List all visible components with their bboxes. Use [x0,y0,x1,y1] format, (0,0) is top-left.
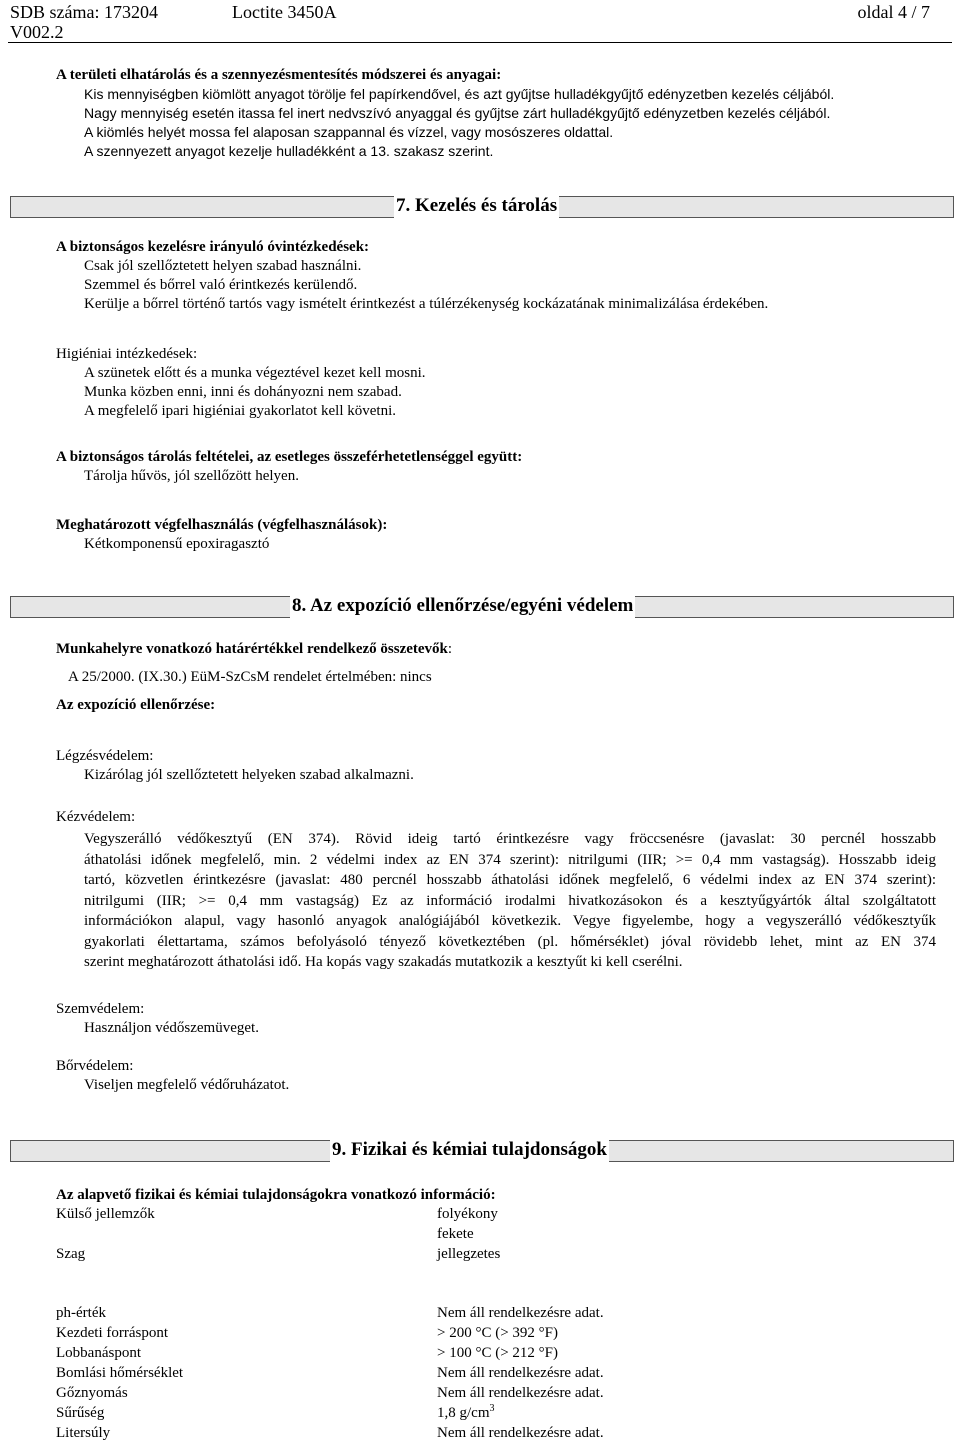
property-label: Gőznyomás [56,1385,128,1401]
section-8-bar [10,596,954,618]
appearance-row [56,1225,936,1245]
hand-heading: Kézvédelem: [56,809,136,825]
spill-line: Nagy mennyiség esetén itassa fel inert nedvszívó anyaggal és gyűjtse zárt hulladékgyűjtő edényzetben kezelés céljából. [84,105,831,121]
hygiene-section [56,345,936,421]
storage-heading: A biztonságos tárolás feltételei, az esetleges összeférhetetlenséggel együtt: [56,449,523,465]
section-7-bar [10,196,954,218]
property-row [56,1304,936,1324]
hand-line: Vegyszerálló védőkesztyű (EN 374). Rövid ideig tartó érintkezésre vagy fröccsenésre (javaslat: 30 percnél hosszabb [84,831,936,847]
property-row [56,1324,936,1344]
page-number: oldal 4 / 7 [857,2,930,22]
odor-row [56,1245,936,1265]
limits-heading-colon: : [447,641,453,657]
page-header [8,0,952,44]
hand-line: nitrilgumi (IIR; >= 0,4 mm vastagság) Ez az információ irodalmi hivatkozásokon és a kesztyűgyártók által szolgáltatott [84,892,936,909]
spill-cleanup-section [56,66,936,161]
property-value: Nem áll rendelkezésre adat. [437,1385,604,1401]
eye-heading: Szemvédelem: [56,1001,145,1017]
storage-line: Tárolja hűvös, jól szellőzött helyen. [84,468,299,484]
safe-handling-heading: A biztonságos kezelésre irányuló óvintézkedések: [56,239,370,255]
hand-line: áthatolási időnek megfelelő, min. 2 védelmi index az EN 374 szerint): nitrilgumi (IIR; >= 0,4 mm vastagság). Hosszabb ideig [84,851,936,868]
appearance-label: Külső jellemzők [56,1206,155,1222]
sds-number: SDB száma: 173204 [10,2,158,22]
product-name: Loctite 3450A [232,2,337,22]
hand-line: szerint meghatározott áthatolási idő. Ha kopás vagy szakadás mutatkozik a kesztyűt ki kell cserélni. [84,954,683,970]
end-use-line: Kétkomponensű epoxiragasztó [84,536,270,552]
version: V002.2 [10,22,64,42]
safe-handling-section [56,238,936,314]
hygiene-line: A megfelelő ipari higiéniai gyakorlatot kell követni. [84,403,396,419]
section-7-title: 7. Kezelés és tárolás [396,195,558,216]
hygiene-line: A szünetek előtt és a munka végeztével kezet kell mosni. [84,365,426,381]
limits-line: A 25/2000. (IX.30.) EüM-SzCsM rendelet értelmében: nincs [68,669,432,685]
property-label: Bomlási hőmérséklet [56,1365,184,1381]
property-label: Kezdeti forráspont [56,1325,169,1341]
appearance-color-value: fekete [437,1226,474,1242]
basic-properties-heading: Az alapvető fizikai és kémiai tulajdonságokra vonatkozó információ: [56,1187,496,1203]
hygiene-heading: Higiéniai intézkedések: [56,346,198,362]
exposure-limits-section [56,640,936,715]
property-label: Lobbanáspont [56,1345,141,1361]
properties-table [56,1304,936,1444]
header-divider [8,42,952,43]
property-row [56,1424,936,1444]
appearance-table [56,1205,936,1265]
hygiene-line: Munka közben enni, inni és dohányozni nem szabad. [84,384,402,400]
spill-line: Kis mennyiségben kiömlött anyagot törölje fel papírkendővel, és azt gyűjtse hulladékgyűjtő edényzetben kezelés céljából. [84,86,835,102]
property-row [56,1404,936,1424]
safe-handling-line: Kerülje a bőrrel történő tartós vagy ismételt érintkezést a túlérzékenység kockázatának minimalizálása érdekében. [84,296,769,312]
density-value [437,1404,495,1423]
safe-handling-line: Szemmel és bőrrel való érintkezés kerülendő. [84,277,358,293]
spill-line: A szennyezett anyagot kezelje hulladékként a 13. szakasz szerint. [84,143,494,159]
property-row [56,1364,936,1384]
property-label: ph-érték [56,1305,106,1321]
property-row [56,1384,936,1404]
section-9-bar [10,1140,954,1162]
end-use-heading: Meghatározott végfelhasználás (végfelhasználások): [56,517,388,533]
skin-line: Viseljen megfelelő védőruházatot. [84,1077,290,1093]
end-use-section [56,516,936,554]
property-label: Sűrűség [56,1405,105,1421]
property-label: Litersúly [56,1425,111,1441]
density-exponent: 3 [489,1403,495,1414]
basic-properties-heading-block [56,1186,936,1205]
eye-protection-section [56,1000,936,1038]
hand-protection-section [56,808,936,973]
storage-section [56,448,936,486]
section-9-title: 9. Fizikai és kémiai tulajdonságok [332,1139,607,1160]
section-8-title: 8. Az expozíció ellenőrzése/egyéni védelem [292,595,634,616]
spill-heading: A területi elhatárolás és a szennyezésmentesítés módszerei és anyagai: [56,67,502,83]
skin-heading: Bőrvédelem: [56,1058,134,1074]
hand-paragraph [56,829,936,973]
odor-label: Szag [56,1246,86,1262]
skin-protection-section [56,1057,936,1095]
hand-line: információkon alapul, vagy hasonló anyagok analógiájából következik. Vegye figyelembe, hogy a vegyszerálló védőkesztyűk [84,913,936,929]
property-row [56,1344,936,1364]
spill-line: A kiömlés helyét mossa fel alaposan szappannal és vízzel, vagy mosószeres oldattal. [84,124,614,140]
limits-heading [56,640,936,659]
odor-value: jellegzetes [437,1246,501,1262]
appearance-row [56,1205,936,1225]
hand-line: tartó, közvetlen érintkezésre (javaslat: 480 percnél hosszabb áthatolási időnek megfelelő, 6 védelmi index az EN 374 szerint): [84,872,936,888]
exposure-heading: Az expozíció ellenőrzése: [56,697,216,713]
property-value: > 200 °C (> 392 °F) [437,1325,559,1341]
respiratory-section [56,747,936,785]
respiratory-line: Kizárólag jól szellőztetett helyeken szabad alkalmazni. [84,767,414,783]
property-value: Nem áll rendelkezésre adat. [437,1365,604,1381]
respiratory-heading: Légzésvédelem: [56,748,154,764]
limits-heading-text: Munkahelyre vonatkozó határértékkel rendelkező összetevők [56,641,448,657]
property-value: Nem áll rendelkezésre adat. [437,1305,604,1321]
density-number: 1,8 g/cm [437,1405,490,1421]
property-value: Nem áll rendelkezésre adat. [437,1425,604,1441]
safe-handling-line: Csak jól szellőztetett helyen szabad használni. [84,258,362,274]
property-value: > 100 °C (> 212 °F) [437,1345,559,1361]
hand-line: gyakorlati élettartama, számos befolyásoló tényező következtében (pl. hőmérséklet) jóval rövidebb lehet, mint az EN 374 [84,933,936,950]
eye-line: Használjon védőszemüveget. [84,1020,259,1036]
appearance-value: folyékony [437,1206,498,1222]
